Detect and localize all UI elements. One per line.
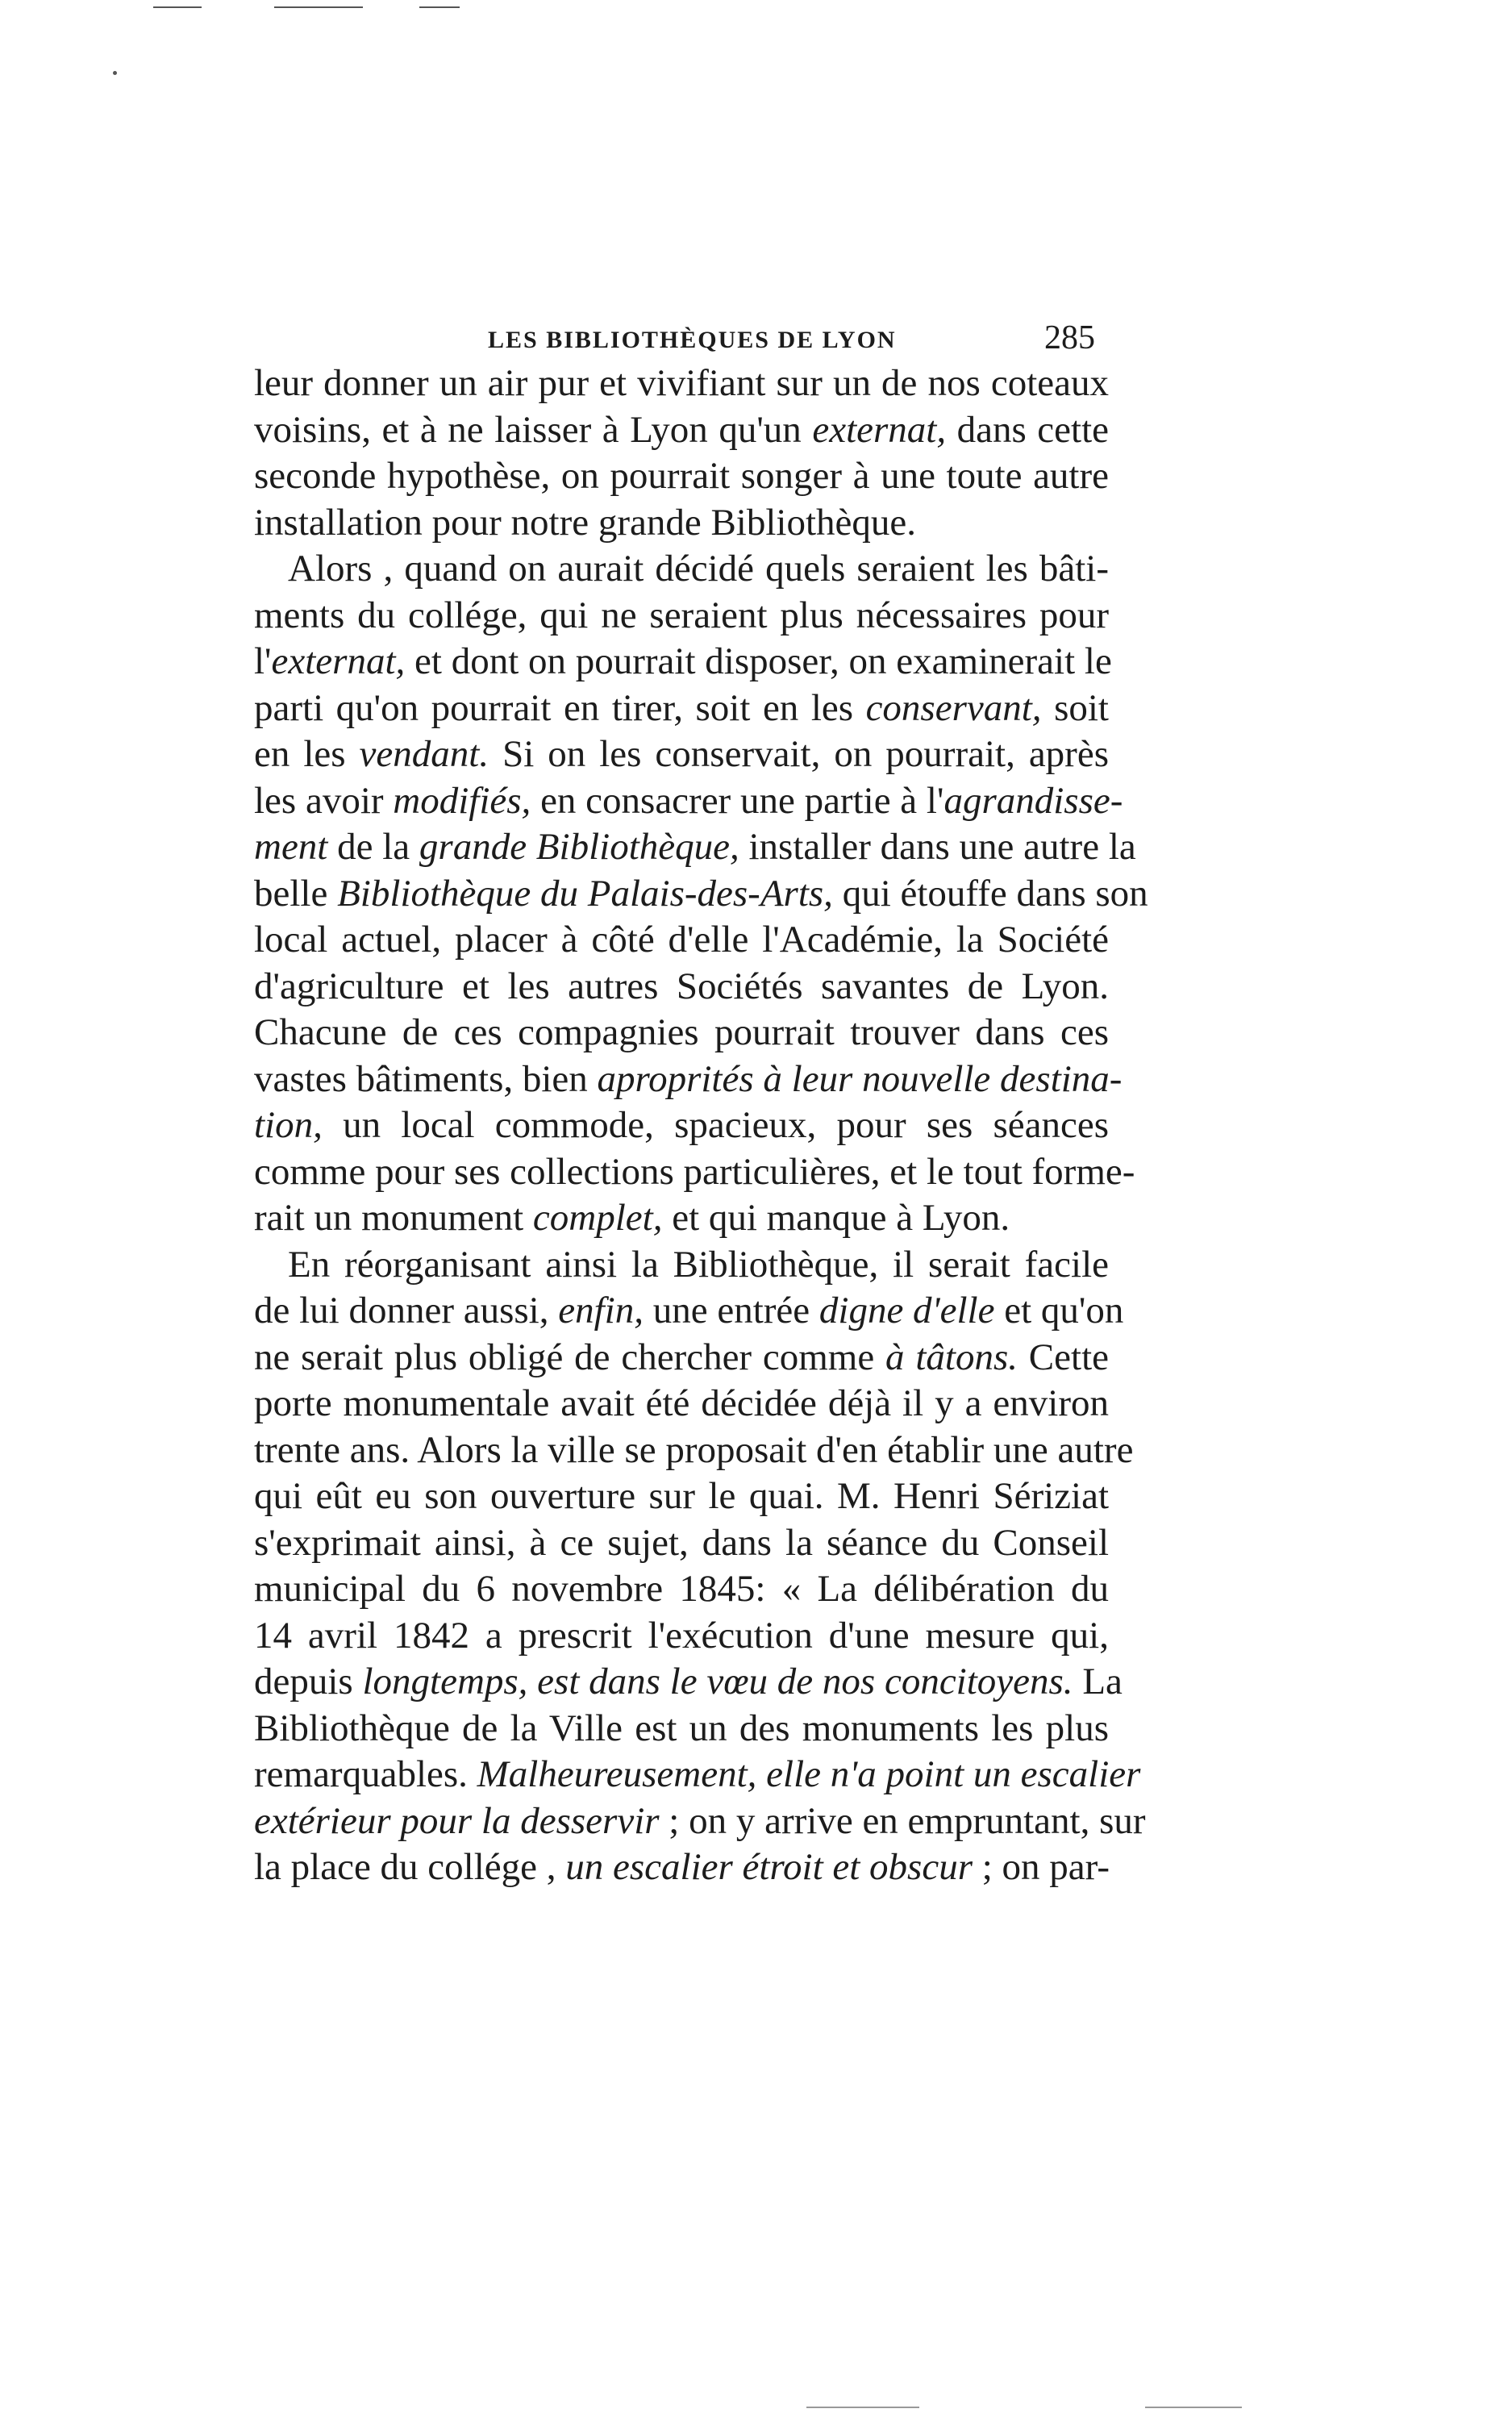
- text-run: Cette: [1018, 1336, 1109, 1378]
- text-run: En réorganisant ainsi la Bibliothèque, il serait facile: [288, 1243, 1109, 1286]
- text-run: rait un monument: [254, 1197, 533, 1239]
- text-run: la place du collége ,: [254, 1846, 566, 1888]
- text-run: vastes bâtiments, bien: [254, 1057, 598, 1100]
- text-run: ; on y arrive en empruntant, sur: [659, 1799, 1146, 1842]
- text-line: [254, 1798, 1146, 1845]
- text-line: [254, 731, 1109, 778]
- text-line: [254, 686, 1109, 732]
- text-line: [254, 1149, 1135, 1196]
- text-run: de la: [327, 826, 419, 868]
- text-run: leur donner un air pur et vivifiant sur un de nos coteaux: [254, 362, 1109, 404]
- text-run: belle: [254, 872, 338, 915]
- text-line: [254, 407, 1109, 454]
- italic-text: longtemps, est dans le vœu de nos concitoyens.: [362, 1661, 1073, 1702]
- text-run: trente ans. Alors la ville se proposait d'en établir une autre: [254, 1428, 1134, 1471]
- text-line: [254, 778, 1123, 825]
- text-run: les avoir: [254, 779, 394, 822]
- text-run: un local commode, spacieux, pour ses séances: [322, 1104, 1109, 1146]
- text-line: [254, 1102, 1109, 1149]
- text-line: [254, 871, 1148, 918]
- body-text: [254, 360, 1148, 1891]
- text-run: Bibliothèque de la Ville est un des monuments les plus: [254, 1707, 1109, 1749]
- text-run: La: [1073, 1661, 1123, 1702]
- italic-text: complet,: [532, 1197, 663, 1239]
- italic-text: digne d'elle: [818, 1290, 995, 1332]
- text-run: Chacune de ces compagnies pourrait trouver dans ces: [254, 1011, 1109, 1053]
- italic-text: grande Bibliothèque,: [419, 826, 739, 868]
- text-line: [254, 917, 1109, 964]
- text-run: en les: [254, 733, 360, 775]
- italic-text: externat,: [271, 640, 406, 682]
- text-line: [254, 453, 1109, 500]
- text-line: [254, 1335, 1109, 1382]
- italic-text: Bibliothèque du Palais-des-Arts,: [337, 872, 833, 915]
- italic-text: tion,: [254, 1104, 323, 1146]
- text-line: [254, 1427, 1134, 1474]
- text-run: seconde hypothèse, on pourrait songer à une toute autre: [254, 455, 1109, 497]
- text-run: Si on les conservait, on pourrait, après: [489, 733, 1109, 775]
- text-line: [254, 1056, 1123, 1103]
- text-line: [254, 500, 1109, 547]
- text-run: qui eût eu son ouverture sur le quai. M. Henri Sériziat: [254, 1475, 1109, 1517]
- text-run: remarquables.: [254, 1753, 477, 1795]
- scan-artifact-bottom-2: [1145, 2407, 1242, 2408]
- text-line: [254, 1520, 1109, 1567]
- text-line: [254, 1381, 1109, 1427]
- scan-artifact-top-1: [153, 6, 202, 8]
- text-line: [254, 546, 1109, 593]
- text-run: ments du collége, qui ne seraient plus nécessaires pour: [254, 594, 1109, 636]
- italic-text: externat,: [812, 408, 947, 451]
- text-run: dans cette: [946, 408, 1110, 451]
- running-title: LES BIBLIOTHÈQUES DE LYON: [488, 327, 897, 353]
- text-line: [254, 360, 1109, 407]
- page-header: [488, 319, 1133, 367]
- text-run: Alors , quand on aurait décidé quels seraient les bâti-: [288, 548, 1109, 590]
- scan-artifact-top-2: [274, 6, 363, 8]
- text-run: d'agriculture et les autres Sociétés savantes de Lyon.: [254, 965, 1109, 1007]
- italic-text: extérieur pour la desservir: [254, 1799, 660, 1842]
- text-run: de lui donner aussi,: [254, 1290, 559, 1332]
- italic-text: conservant,: [865, 686, 1042, 729]
- text-line: [254, 1752, 1141, 1798]
- italic-text: aproprités à leur nouvelle destina-: [597, 1057, 1123, 1100]
- text-run: depuis: [254, 1661, 363, 1702]
- text-run: local actuel, placer à côté d'elle l'Académie, la Société: [254, 919, 1109, 961]
- text-line: [254, 1706, 1109, 1752]
- text-line: [254, 824, 1136, 871]
- scan-artifact-dot: [113, 71, 117, 75]
- scan-artifact-top-3: [419, 6, 460, 8]
- text-line: [254, 1288, 1124, 1335]
- text-run: municipal du 6 novembre 1845: « La délibération du: [254, 1568, 1109, 1610]
- text-line: [254, 1010, 1109, 1056]
- text-line: [254, 964, 1109, 1011]
- text-line: [254, 593, 1109, 640]
- page-number: 285: [1044, 319, 1095, 356]
- text-run: parti qu'on pourrait en tirer, soit en les: [254, 686, 866, 729]
- text-run: installer dans une autre la: [739, 826, 1136, 868]
- italic-text: ment: [254, 826, 328, 868]
- text-line: [254, 1659, 1123, 1706]
- italic-text: modifiés,: [393, 779, 531, 822]
- text-run: qui étouffe dans son: [832, 872, 1148, 915]
- text-run: ne serait plus obligé de chercher comme: [254, 1336, 886, 1378]
- text-line: [254, 1195, 1109, 1242]
- text-run: comme pour ses collections particulières, et le tout forme-: [254, 1150, 1135, 1193]
- text-run: en consacrer une partie à l': [531, 779, 944, 822]
- italic-text: Malheureusement, elle n'a point un escalier: [477, 1753, 1141, 1795]
- italic-text: un escalier étroit et obscur: [565, 1846, 973, 1888]
- text-run: voisins, et à ne laisser à Lyon qu'un: [254, 408, 813, 451]
- scan-artifact-bottom-1: [806, 2407, 919, 2408]
- text-line: [254, 639, 1112, 686]
- italic-text: enfin,: [558, 1290, 644, 1332]
- text-run: installation pour notre grande Bibliothèque.: [254, 501, 917, 544]
- text-line: [254, 1613, 1109, 1660]
- text-line: [254, 1473, 1109, 1520]
- text-run: l': [254, 640, 272, 682]
- text-line: [254, 1242, 1109, 1289]
- text-run: soit: [1041, 686, 1109, 729]
- text-run: et qui manque à Lyon.: [662, 1197, 1010, 1239]
- italic-text: agrandisse-: [943, 779, 1123, 822]
- text-run: porte monumentale avait été décidée déjà il y a environ: [254, 1382, 1109, 1424]
- text-line: [254, 1566, 1109, 1613]
- text-run: ; on par-: [973, 1846, 1110, 1888]
- italic-text: vendant.: [359, 733, 489, 775]
- italic-text: à tâtons.: [885, 1336, 1018, 1378]
- text-run: et qu'on: [994, 1290, 1124, 1332]
- text-run: une entrée: [643, 1290, 819, 1332]
- text-run: 14 avril 1842 a prescrit l'exécution d'une mesure qui,: [254, 1614, 1109, 1657]
- text-line: [254, 1844, 1109, 1891]
- text-run: s'exprimait ainsi, à ce sujet, dans la séance du Conseil: [254, 1521, 1109, 1564]
- text-run: et dont on pourrait disposer, on examinerait le: [405, 640, 1112, 682]
